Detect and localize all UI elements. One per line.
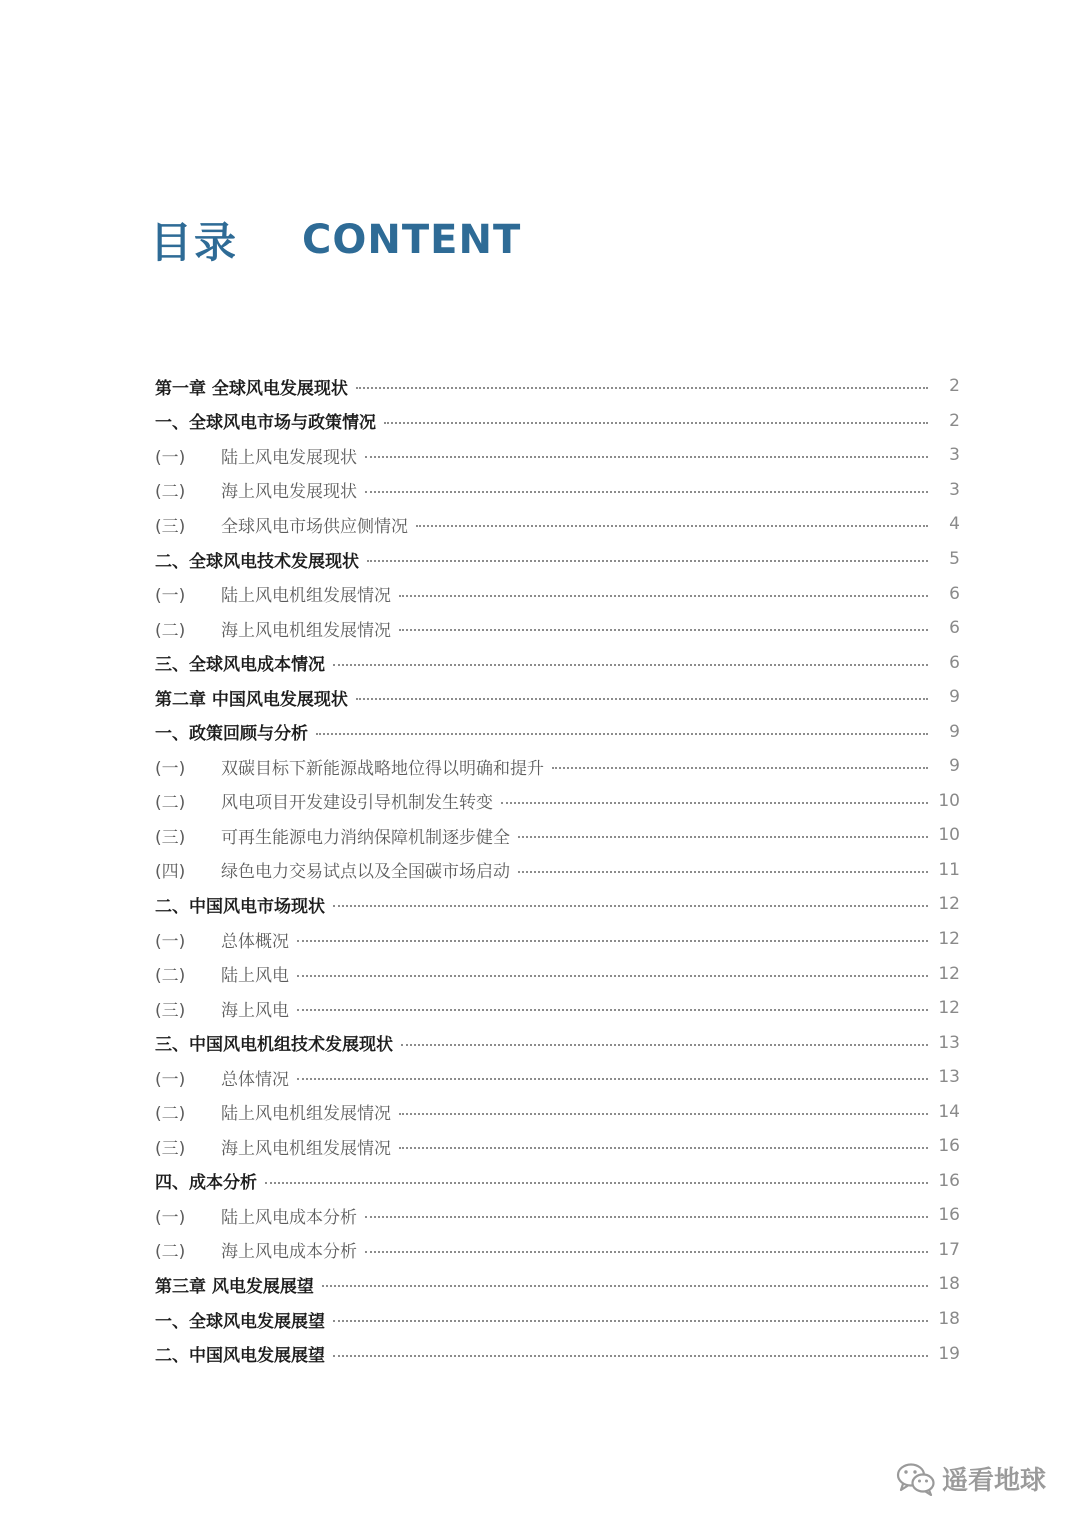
toc-entry-page: 9 xyxy=(949,721,960,742)
dot-leader xyxy=(365,1251,928,1253)
toc-entry-label: 总体概况 xyxy=(221,931,289,952)
toc-entry-title xyxy=(155,996,289,1021)
toc-entry-index: (一) xyxy=(155,1207,186,1228)
toc-entry-index: (四) xyxy=(155,862,186,883)
toc-entry-title xyxy=(155,443,357,468)
toc-entry-index: (一) xyxy=(155,758,186,779)
toc-entry-title xyxy=(155,1065,289,1090)
toc-entry-title xyxy=(155,1099,391,1124)
toc-entry-page: 12 xyxy=(938,963,960,984)
dot-leader xyxy=(365,1216,928,1218)
toc-entry-label: 第二章 中国风电发展现状 xyxy=(155,689,348,710)
toc-entry-index: (二) xyxy=(155,620,186,641)
toc-entry-index: (一) xyxy=(155,586,186,607)
toc-entry-title xyxy=(155,512,408,537)
toc-entry-page: 12 xyxy=(938,894,960,915)
dot-leader xyxy=(356,698,928,700)
toc-entry-title xyxy=(155,1203,357,1228)
toc-entry[interactable] xyxy=(155,1302,960,1337)
watermark-text: 遥看地球 xyxy=(941,1466,1046,1496)
dot-leader xyxy=(518,871,928,873)
toc-entry-page: 10 xyxy=(938,790,960,811)
dot-leader xyxy=(356,387,928,389)
toc-entry-label: 双碳目标下新能源战略地位得以明确和提升 xyxy=(221,758,544,779)
toc-entry-label: 海上风电机组发展情况 xyxy=(221,620,391,641)
dot-leader xyxy=(367,560,928,562)
toc-entry[interactable] xyxy=(155,714,960,749)
toc-entry-label: 绿色电力交易试点以及全国碳市场启动 xyxy=(221,862,510,883)
toc-entry[interactable] xyxy=(155,1233,960,1268)
toc-entry-page: 16 xyxy=(938,1170,960,1191)
toc-entry-index: (三) xyxy=(155,1138,186,1159)
toc-entry[interactable] xyxy=(155,404,960,439)
dot-leader xyxy=(265,1182,928,1184)
toc-entry-title xyxy=(155,1134,391,1159)
toc-entry-page: 18 xyxy=(938,1274,960,1295)
toc-entry-page: 13 xyxy=(938,1032,960,1053)
toc-entry-index: (二) xyxy=(155,1242,186,1263)
toc-entry-title xyxy=(155,650,325,675)
toc-entry-page: 14 xyxy=(938,1101,960,1122)
dot-leader xyxy=(316,733,928,735)
toc-entry-label: 全球风电市场供应侧情况 xyxy=(221,516,408,537)
toc-entry-label: 海上风电成本分析 xyxy=(221,1242,357,1263)
toc-entry-label: 二、全球风电技术发展现状 xyxy=(155,551,359,572)
toc-entry[interactable] xyxy=(155,1060,960,1095)
toc-entry[interactable] xyxy=(155,369,960,404)
toc-entry[interactable] xyxy=(155,542,960,577)
toc-entry-page: 3 xyxy=(949,479,960,500)
toc-entry[interactable] xyxy=(155,1164,960,1199)
dot-leader xyxy=(297,940,928,942)
toc-entry-title xyxy=(155,823,510,848)
toc-entry[interactable] xyxy=(155,749,960,784)
dot-leader xyxy=(399,595,928,597)
toc-entry-index: (一) xyxy=(155,931,186,952)
toc-entry-page: 9 xyxy=(949,756,960,777)
toc-entry-title xyxy=(155,581,391,606)
toc-entry-page: 6 xyxy=(949,583,960,604)
toc-entry-title xyxy=(155,1168,257,1193)
toc-entry-index: (二) xyxy=(155,482,186,503)
toc-entry[interactable] xyxy=(155,818,960,853)
toc-entry[interactable] xyxy=(155,473,960,508)
toc-entry-title xyxy=(155,1307,325,1332)
toc-entry-title xyxy=(155,719,308,744)
toc-entry-index: (一) xyxy=(155,447,186,468)
toc-entry-page: 6 xyxy=(949,618,960,639)
toc-entry-label: 陆上风电成本分析 xyxy=(221,1207,357,1228)
dot-leader xyxy=(399,629,928,631)
toc-entry-label: 可再生能源电力消纳保障机制逐步健全 xyxy=(221,827,510,848)
watermark xyxy=(896,1460,1046,1497)
toc-entry-label: 第一章 全球风电发展现状 xyxy=(155,378,348,399)
toc-entry[interactable] xyxy=(155,1094,960,1129)
dot-leader xyxy=(518,836,928,838)
toc-entry-label: 一、政策回顾与分析 xyxy=(155,724,308,745)
dot-leader xyxy=(552,767,928,769)
toc-entry-page: 11 xyxy=(938,859,960,880)
toc-entry-title xyxy=(155,927,289,952)
toc-entry-title xyxy=(155,892,325,917)
toc-entry-page: 17 xyxy=(938,1239,960,1260)
toc-entry-page: 9 xyxy=(949,687,960,708)
toc-heading xyxy=(150,212,521,268)
toc-entry[interactable] xyxy=(155,680,960,715)
toc-entry-index: (二) xyxy=(155,1104,186,1125)
toc-entry-title xyxy=(155,547,359,572)
toc-entry[interactable] xyxy=(155,956,960,991)
toc-entry-page: 3 xyxy=(949,445,960,466)
toc-entry-title xyxy=(155,616,391,641)
toc-entry[interactable] xyxy=(155,887,960,922)
toc-entry-page: 12 xyxy=(938,998,960,1019)
toc-entry-label: 第三章 风电发展展望 xyxy=(155,1276,314,1297)
toc-entry[interactable] xyxy=(155,922,960,957)
dot-leader xyxy=(333,1355,928,1357)
toc-entry-page: 2 xyxy=(949,410,960,431)
toc-entry-label: 陆上风电发展现状 xyxy=(221,447,357,468)
toc-entry-index: (三) xyxy=(155,1000,186,1021)
wechat-icon xyxy=(896,1462,936,1496)
toc-entry[interactable] xyxy=(155,576,960,611)
dot-leader xyxy=(333,905,928,907)
dot-leader xyxy=(333,664,928,666)
toc-entry-page: 12 xyxy=(938,929,960,950)
dot-leader xyxy=(384,422,928,424)
dot-leader xyxy=(399,1113,928,1115)
toc-entry[interactable] xyxy=(155,853,960,888)
dot-leader xyxy=(416,525,928,527)
dot-leader xyxy=(365,456,928,458)
toc-entry-label: 总体情况 xyxy=(221,1069,289,1090)
toc-entry-label: 风电项目开发建设引导机制发生转变 xyxy=(221,793,493,814)
toc-entry-page: 19 xyxy=(938,1343,960,1364)
toc-entry-page: 6 xyxy=(949,652,960,673)
toc-entry-label: 陆上风电机组发展情况 xyxy=(221,1104,391,1125)
toc-entry-label: 海上风电机组发展情况 xyxy=(221,1138,391,1159)
toc-entry-index: (二) xyxy=(155,966,186,987)
toc-entry-label: 海上风电 xyxy=(221,1000,289,1021)
toc-entry-title xyxy=(155,408,376,433)
toc-entry[interactable] xyxy=(155,1198,960,1233)
toc-entry-title xyxy=(155,961,289,986)
toc-entry-index: (二) xyxy=(155,793,186,814)
toc-entry-label: 一、全球风电发展展望 xyxy=(155,1311,325,1332)
toc-entry[interactable] xyxy=(155,645,960,680)
toc-entry-label: 海上风电发展现状 xyxy=(221,482,357,503)
toc-entry[interactable] xyxy=(155,438,960,473)
toc-entry-index: (三) xyxy=(155,827,186,848)
toc-entry-title xyxy=(155,857,510,882)
dot-leader xyxy=(501,802,928,804)
toc-entry-page: 2 xyxy=(949,376,960,397)
dot-leader xyxy=(297,1078,928,1080)
heading-en: CONTENT xyxy=(302,217,522,263)
toc-entry-page: 13 xyxy=(938,1067,960,1088)
toc-entry[interactable] xyxy=(155,991,960,1026)
toc-entry-page: 18 xyxy=(938,1309,960,1330)
toc-entry-label: 三、全球风电成本情况 xyxy=(155,655,325,676)
toc-entry-title xyxy=(155,1272,314,1297)
toc-entry-page: 16 xyxy=(938,1205,960,1226)
toc-entry-title xyxy=(155,754,544,779)
toc-entry[interactable] xyxy=(155,1025,960,1060)
toc-entry[interactable] xyxy=(155,1267,960,1302)
toc-entry-title xyxy=(155,788,493,813)
toc-entry[interactable] xyxy=(155,507,960,542)
dot-leader xyxy=(365,491,928,493)
toc-entry[interactable] xyxy=(155,611,960,646)
dot-leader xyxy=(322,1285,928,1287)
toc-entry-title xyxy=(155,1030,393,1055)
toc-entry-index: (三) xyxy=(155,516,186,537)
toc-entry-page: 16 xyxy=(938,1136,960,1157)
table-of-contents xyxy=(155,369,960,1371)
toc-entry-label: 四、成本分析 xyxy=(155,1173,257,1194)
dot-leader xyxy=(297,1009,928,1011)
toc-entry-label: 二、中国风电发展展望 xyxy=(155,1346,325,1367)
toc-entry-label: 一、全球风电市场与政策情况 xyxy=(155,413,376,434)
heading-cn: 目录 xyxy=(150,218,239,267)
toc-entry[interactable] xyxy=(155,784,960,819)
toc-entry-page: 10 xyxy=(938,825,960,846)
toc-entry-title xyxy=(155,1237,357,1262)
dot-leader xyxy=(333,1320,928,1322)
toc-entry-index: (一) xyxy=(155,1069,186,1090)
toc-entry-title xyxy=(155,374,348,399)
dot-leader xyxy=(297,975,928,977)
dot-leader xyxy=(399,1147,928,1149)
toc-entry[interactable] xyxy=(155,1129,960,1164)
toc-entry-label: 陆上风电机组发展情况 xyxy=(221,586,391,607)
toc-entry-page: 4 xyxy=(949,514,960,535)
toc-entry-label: 二、中国风电市场现状 xyxy=(155,896,325,917)
toc-entry-title xyxy=(155,1341,325,1366)
toc-entry-label: 三、中国风电机组技术发展现状 xyxy=(155,1035,393,1056)
dot-leader xyxy=(401,1044,928,1046)
toc-entry-title xyxy=(155,685,348,710)
toc-entry-page: 5 xyxy=(949,549,960,569)
toc-entry-label: 陆上风电 xyxy=(221,966,289,987)
toc-entry-title xyxy=(155,477,357,502)
toc-entry[interactable] xyxy=(155,1336,960,1371)
